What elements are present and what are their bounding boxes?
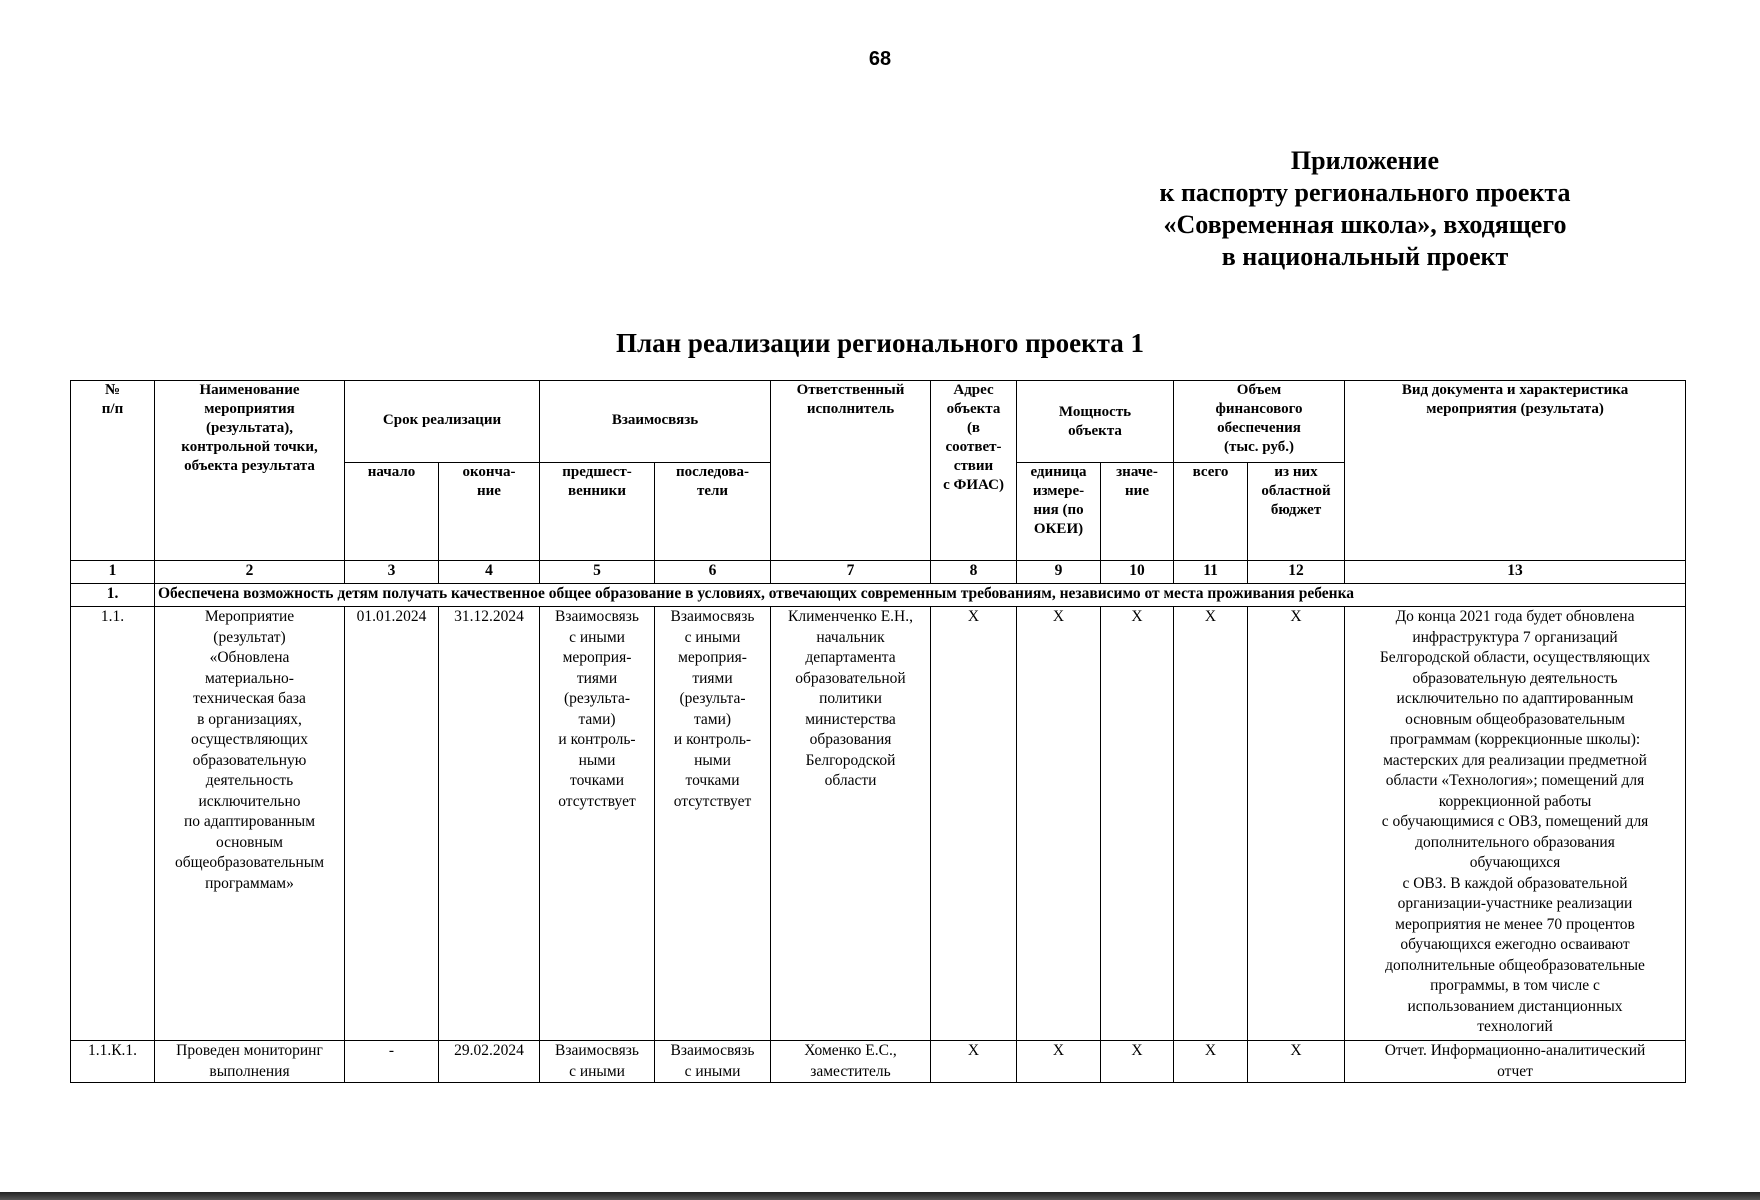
header-capacity-value: значе- ние — [1101, 463, 1174, 561]
appendix-line: «Современная школа», входящего — [1163, 210, 1567, 239]
header-name: Наименование мероприятия (результата), контрольной точки, объекта результата — [155, 381, 345, 561]
header-term-start: начало — [345, 463, 439, 561]
page-number: 68 — [868, 48, 892, 70]
header-doc: Вид документа и характеристика мероприятия (результата) — [1345, 381, 1686, 561]
header-finance-total: всего — [1174, 463, 1248, 561]
header-capacity: Мощность объекта — [1017, 381, 1174, 463]
row-regional: X — [1248, 1041, 1345, 1083]
column-number: 12 — [1248, 561, 1345, 584]
column-number-row — [71, 561, 1686, 584]
header-term-end: оконча- ние — [439, 463, 540, 561]
scan-edge-bar — [0, 1192, 1760, 1200]
header-row-top — [71, 381, 1686, 463]
row-num: 1.1. — [71, 607, 155, 1041]
column-number: 10 — [1101, 561, 1174, 584]
header-finance-regional: из них областной бюджет — [1248, 463, 1345, 561]
row-total: X — [1174, 1041, 1248, 1083]
column-number: 7 — [771, 561, 931, 584]
section-title: Обеспечена возможность детям получать качественное общее образование в условиях, отвечающих современным требованиям, независимо от места проживания ребенка — [155, 584, 1686, 607]
row-unit: X — [1017, 607, 1101, 1041]
plan-title: План реализации регионального проекта 1 — [615, 328, 1145, 358]
appendix-line: к паспорту регионального проекта — [1159, 178, 1571, 207]
appendix-heading — [1110, 145, 1620, 273]
column-number: 13 — [1345, 561, 1686, 584]
row-prev: Взаимосвязь с иными мероприя- тиями (результа- тами) и контроль- ными точками отсутствует — [540, 607, 655, 1041]
column-number: 6 — [655, 561, 771, 584]
header-link-next: последова- тели — [655, 463, 771, 561]
appendix-line: Приложение — [1290, 146, 1440, 175]
row-start: - — [345, 1041, 439, 1083]
row-num: 1.1.К.1. — [71, 1041, 155, 1083]
row-address: X — [931, 607, 1017, 1041]
row-prev: Взаимосвязь с иными — [540, 1041, 655, 1083]
plan-table — [70, 380, 1686, 1083]
row-total: X — [1174, 607, 1248, 1041]
column-number: 2 — [155, 561, 345, 584]
header-finance: Объем финансового обеспечения (тыс. руб.) — [1174, 381, 1345, 463]
column-number: 1 — [71, 561, 155, 584]
row-executor: Хоменко Е.С., заместитель — [771, 1041, 931, 1083]
header-link-prev: предшест- венники — [540, 463, 655, 561]
row-executor: Клименченко Е.Н., начальник департамента образовательной политики министерства образования Белгородской области — [771, 607, 931, 1041]
row-value: X — [1101, 607, 1174, 1041]
column-number: 3 — [345, 561, 439, 584]
column-number: 4 — [439, 561, 540, 584]
column-number: 9 — [1017, 561, 1101, 584]
row-name: Мероприятие (результат) «Обновлена материально- техническая база в организациях, осуществляющих образовательную деятельность исключительно по адаптированным основным общеобразовательным программам» — [155, 607, 345, 1041]
header-num: № п/п — [71, 381, 155, 561]
column-number: 11 — [1174, 561, 1248, 584]
header-capacity-unit: единица измере- ния (по ОКЕИ) — [1017, 463, 1101, 561]
row-address: X — [931, 1041, 1017, 1083]
row-end: 29.02.2024 — [439, 1041, 540, 1083]
header-link: Взаимосвязь — [540, 381, 771, 463]
row-end: 31.12.2024 — [439, 607, 540, 1041]
header-term: Срок реализации — [345, 381, 540, 463]
row-regional: X — [1248, 607, 1345, 1041]
appendix-line: в национальный проект — [1221, 242, 1509, 271]
section-num: 1. — [71, 584, 155, 607]
table-row — [71, 607, 1686, 1041]
row-name: Проведен мониторинг выполнения — [155, 1041, 345, 1083]
header-address: Адрес объекта (в соответ- ствии с ФИАС) — [931, 381, 1017, 561]
row-value: X — [1101, 1041, 1174, 1083]
row-next: Взаимосвязь с иными мероприя- тиями (результа- тами) и контроль- ными точками отсутствует — [655, 607, 771, 1041]
row-unit: X — [1017, 1041, 1101, 1083]
section-row — [71, 584, 1686, 607]
table-row — [71, 1041, 1686, 1083]
row-doc: До конца 2021 года будет обновлена инфраструктура 7 организаций Белгородской области, осуществляющих образовательную деятельность исключительно по адаптированным основным общеобразовательным программам (коррекционные школы): мастерских для реализации предметной области «Технология»; помещений для коррекционной работы с обучающимися с ОВЗ, помещений для дополнительного образования обучающихся с ОВЗ. В каждой образовательной организации-участнике реализации мероприятия не менее 70 процентов обучающихся ежегодно осваивают дополнительные общеобразовательные программы, в том числе с использованием дистанционных технологий — [1345, 607, 1686, 1041]
row-next: Взаимосвязь с иными — [655, 1041, 771, 1083]
row-start: 01.01.2024 — [345, 607, 439, 1041]
column-number: 5 — [540, 561, 655, 584]
row-doc: Отчет. Информационно-аналитический отчет — [1345, 1041, 1686, 1083]
header-executor: Ответственный исполнитель — [771, 381, 931, 561]
column-number: 8 — [931, 561, 1017, 584]
